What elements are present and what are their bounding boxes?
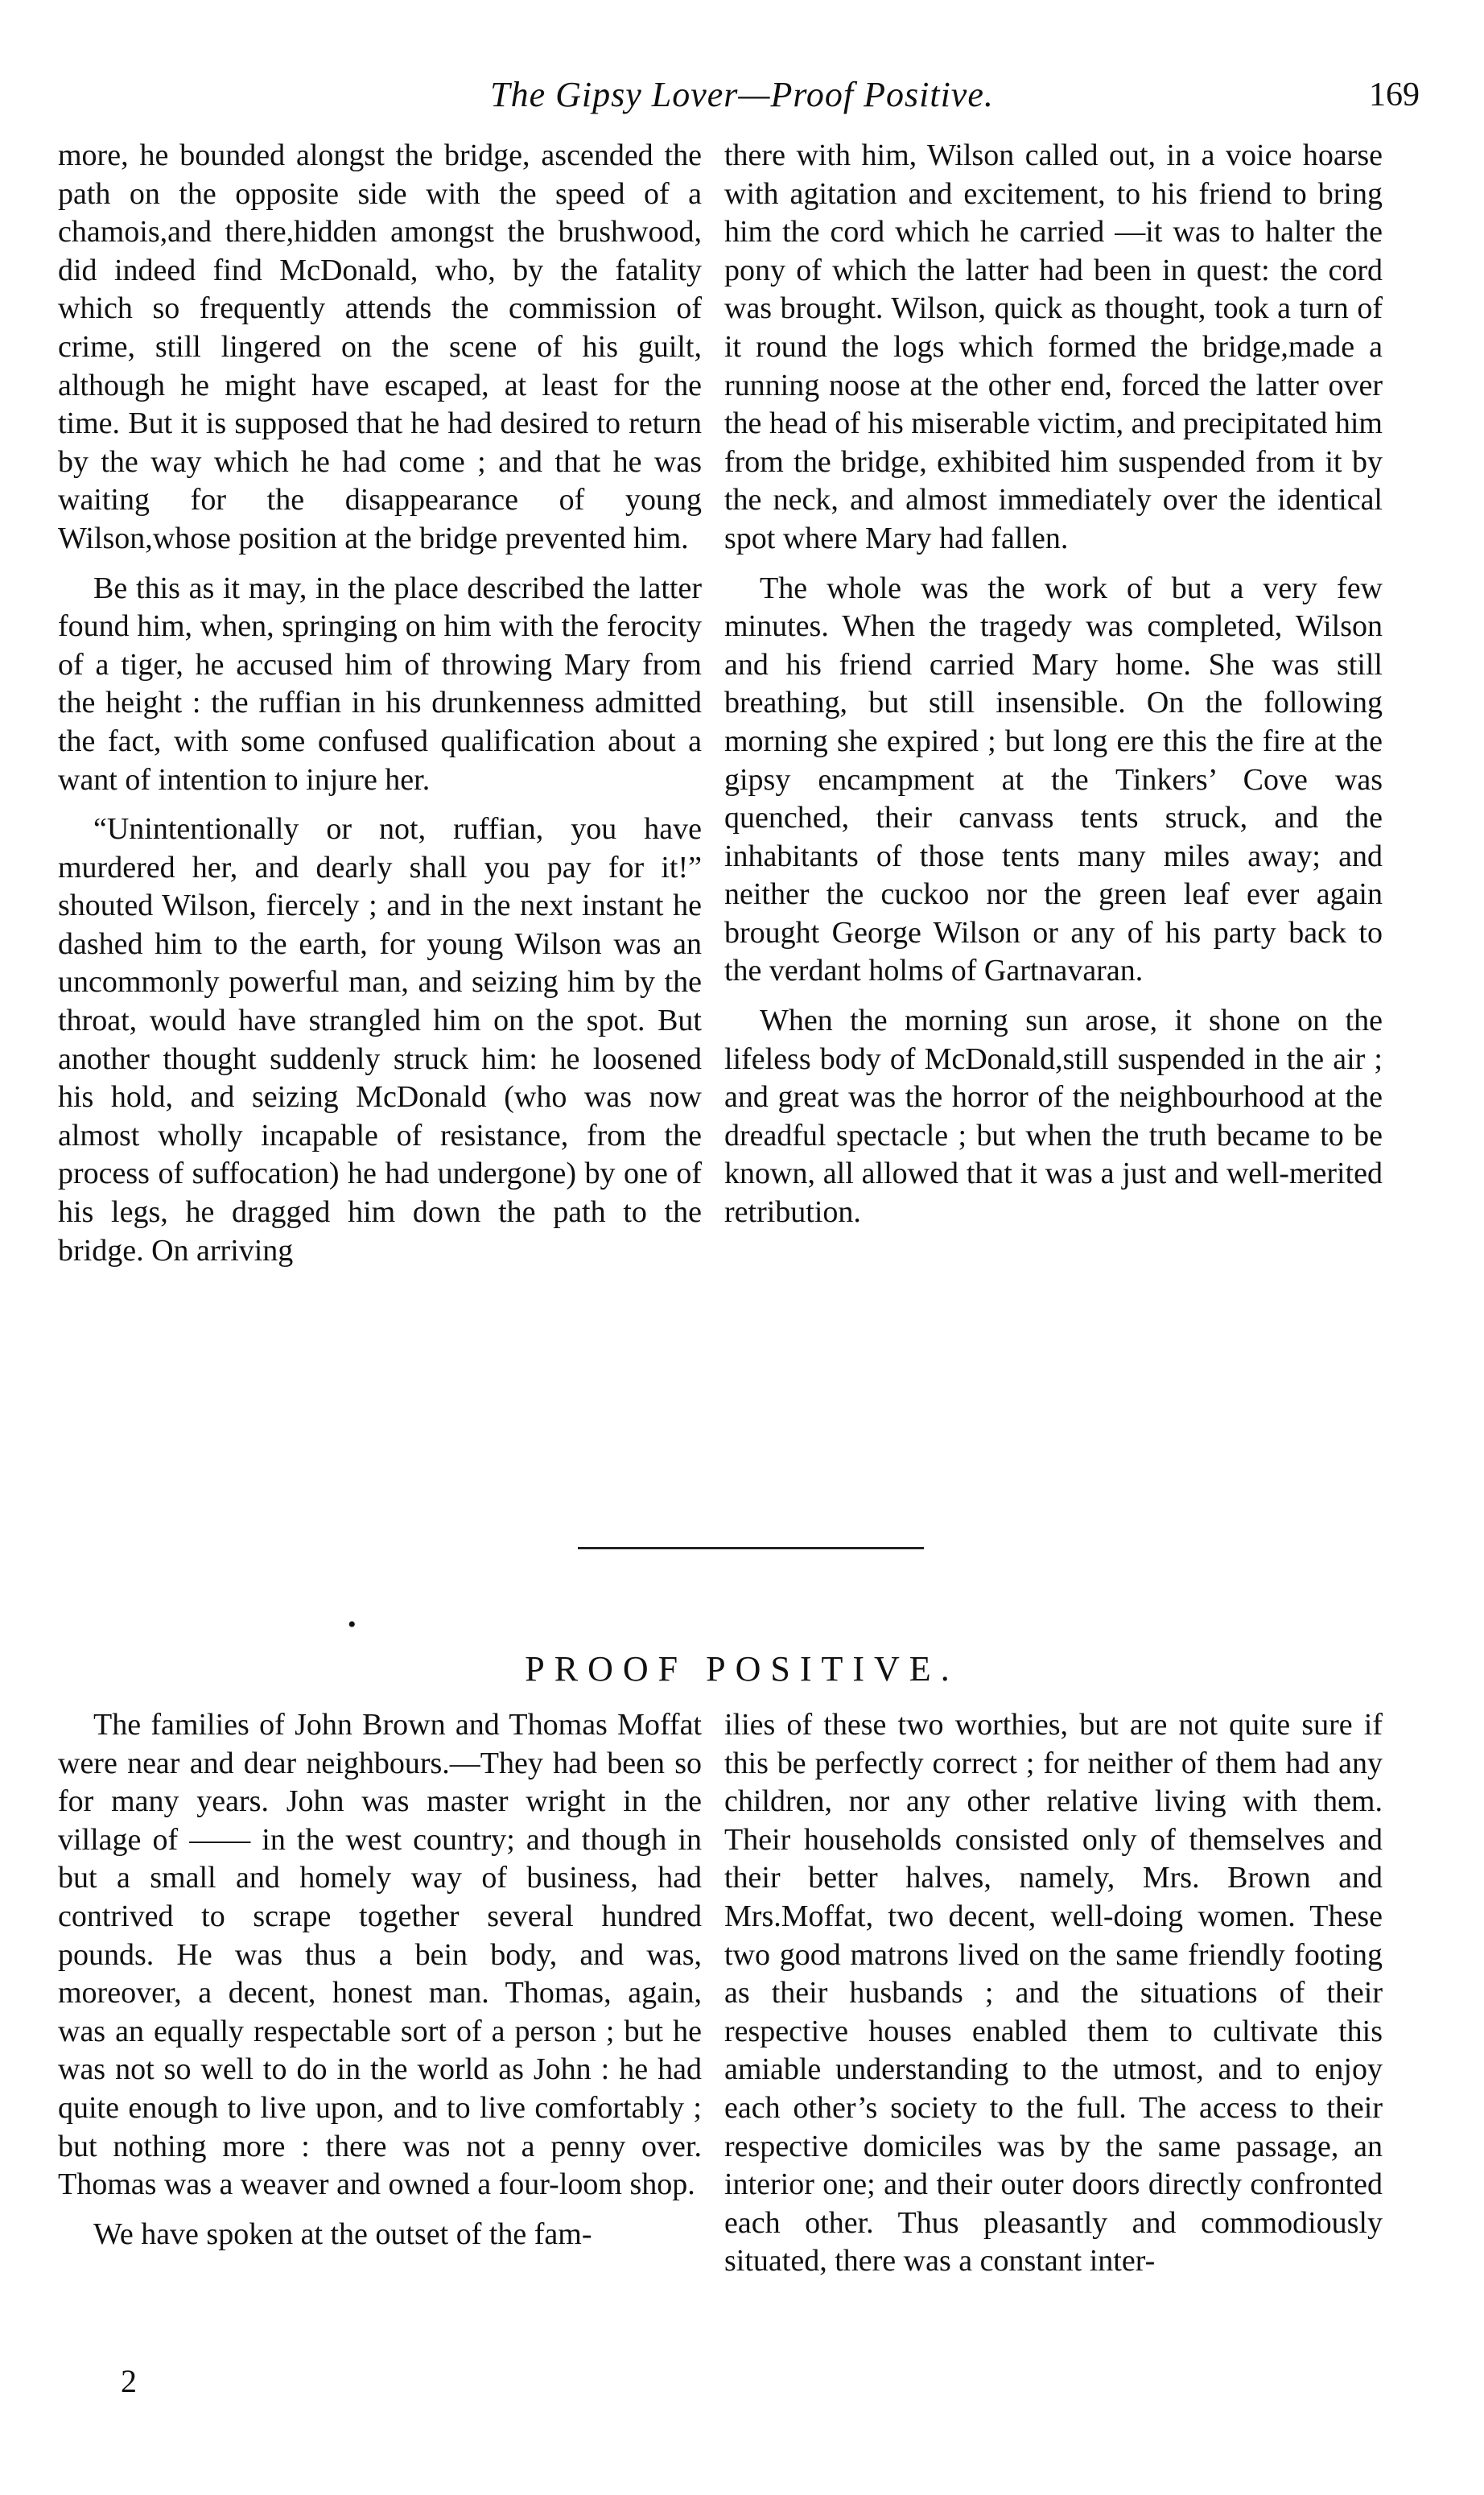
paragraph: The families of John Brown and Thomas Moffat were near and dear neighbours.—They had been so for many years. John was master wright in the village of —— in the west country; and though in but a small and homely way of business, had contrived to scrape together several hundred pounds. He was thus a bein body, and was, moreover, a decent, honest man. Thomas, again, was an equally respectable sort of a person ; but he was not so well to do in the world as John : he had quite enough to live upon, and to live comfortably ; but nothing more : there was not a penny over. Thomas was a weaver and owned a four-loom shop. (58, 1708, 702, 2202)
paragraph: more, he bounded alongst the bridge, ascended the path on the opposite side with the speed of a chamois,and there,hidden amongst the brushwood, did indeed find McDonald, who, by the fatality which so frequently attends the commission of crime, still lingered on the scene of his guilt, although he might have escaped, at least for the time. But it is supposed that he had desired to return by the way which he had come ; and that he was waiting for the disappearance of young Wilson,whose position at the bridge prevented him. (58, 138, 702, 555)
paragraph: ilies of these two worthies, but are not quite sure if this be perfectly correct ; for neither of them had any children, nor any other relative living with them. Their households consisted only of themselves and their better halves, namely, Mrs. Brown and Mrs.Moffat, two decent, well-doing women. These two good matrons lived on the same friendly footing as their husbands ; and the situations of their respective houses enabled them to cultivate this amiable understanding to the utmost, and to enjoy each other’s society to the full. The access to their respective domiciles was by the same passage, an interior one; and their outer doors directly confronted each other. Thus pleasantly and commodiously situated, there was a constant inter- (724, 1708, 1383, 2278)
proof-positive-left-column (58, 1706, 702, 2254)
printer-dot: • (348, 1611, 357, 1638)
section-title: PROOF POSITIVE. (525, 1649, 959, 1689)
paragraph: When the morning sun arose, it shone on the lifeless body of McDonald,still suspended in the air ; and great was the horror of the neighbourhood at the dreadful spectacle ; but when the truth became to be known, all allowed that it was a just and well-merited retribution. (724, 1004, 1383, 1230)
paragraph: The whole was the work of but a very few minutes. When the tragedy was completed, Wilson and his friend carried Mary home. She was still breathing, but still insensible. On the following morning she expired ; but long ere this the fire at the gipsy encampment at the Tinkers’ Cove was quenched, their canvass tents struck, and the inhabitants of those tents many miles away; and neither the cuckoo nor the green leaf ever again brought George Wilson or any of his party back to the verdant holms of Gartnavaran. (724, 571, 1383, 988)
gipsy-lover-left-column (58, 137, 702, 1270)
page-number: 169 (1369, 76, 1420, 113)
proof-positive-right-column (724, 1706, 1383, 2281)
paragraph: Be this as it may, in the place described the latter found him, when, springing on him with the ferocity of a tiger, he accused him of throwing Mary from the height : the ruffian in his drunkenness admitted the fact, with some confused qualification about a want of intention to injure her. (58, 571, 702, 797)
signature-mark: 2 (121, 2363, 137, 2399)
running-head: The Gipsy Lover—Proof Positive. (490, 75, 994, 114)
gipsy-lover-right-column (724, 137, 1383, 1232)
paragraph: there with him, Wilson called out, in a voice hoarse with agitation and excitement, to his friend to bring him the cord which he carried —it was to halter the pony of which the latter had been in quest: the cord was brought. Wilson, quick as thought, took a turn of it round the logs which formed the bridge,made a running noose at the other end, forced the latter over the head of his miserable victim, and precipitated him from the bridge, exhibited him suspended from it by the neck, and almost immediately over the identical spot where Mary had fallen. (724, 138, 1383, 555)
paragraph: We have spoken at the outset of the fam- (93, 2217, 592, 2251)
page-header (48, 74, 1436, 122)
paragraph: “Unintentionally or not, ruffian, you have murdered her, and dearly shall you pay for it!” shouted Wilson, fiercely ; and in the next instant he dashed him to the earth, for young Wilson was an uncommonly powerful man, and seizing him by the throat, would have strangled him on the spot. But another thought suddenly struck him: he loosened his hold, and seizing McDonald (who was now almost wholly incapable of resistance, from the process of suffocation) he had undergone) by one of his legs, he dragged him down the path to the bridge. On arriving (58, 812, 702, 1268)
section-divider (578, 1547, 924, 1549)
